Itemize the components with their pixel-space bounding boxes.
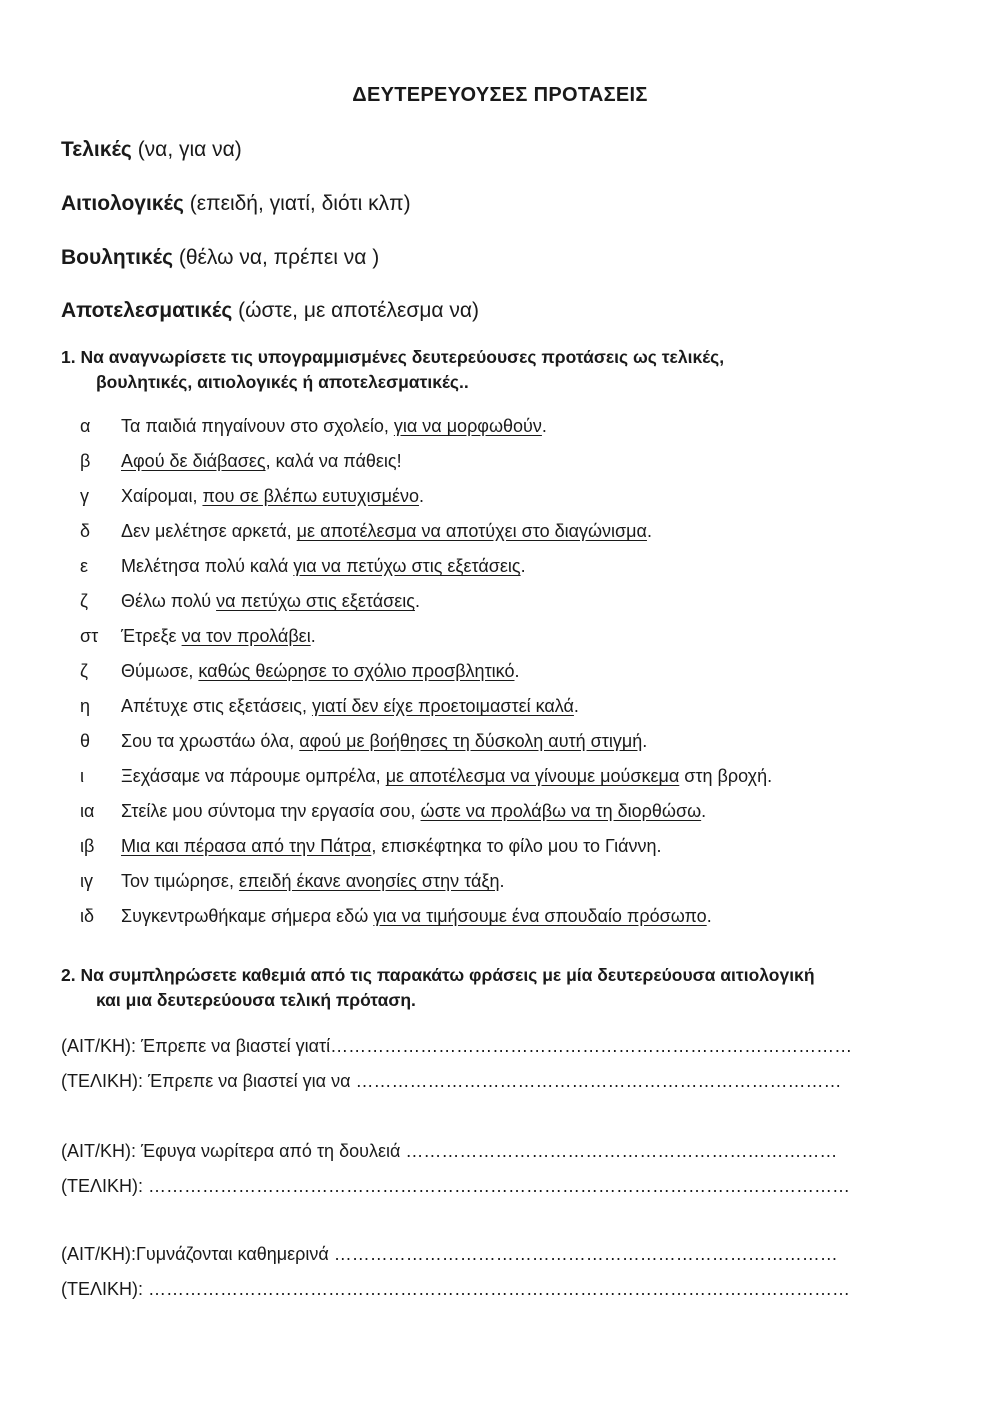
item-label: ια bbox=[80, 801, 95, 821]
underlined-clause: γιατί δεν είχε προετοιμαστεί καλά bbox=[311, 696, 574, 716]
sentence-main-part: Έτρεξε bbox=[121, 626, 182, 646]
item-label: ζ bbox=[80, 661, 88, 681]
item-label: ιγ bbox=[80, 871, 93, 891]
item-sentence bbox=[121, 801, 706, 822]
fill-line-2[interactable]: (ΤΕΛΙΚΗ): Έπρεπε να βιαστεί για να ……………………………………………………………………… bbox=[61, 1071, 842, 1091]
item-sentence bbox=[121, 906, 712, 927]
underlined-clause: καθώς θεώρησε το σχόλιο προσβλητικό bbox=[198, 661, 515, 681]
sentence-ending: . bbox=[514, 661, 520, 681]
item-sentence bbox=[121, 836, 662, 857]
sentence-main-part: Στείλε μου σύντομα την εργασία σου, bbox=[121, 801, 421, 821]
item-sentence bbox=[121, 521, 652, 542]
item-sentence bbox=[121, 696, 579, 717]
underlined-clause: για να τιμήσουμε ένα σπουδαίο πρόσωπο bbox=[373, 906, 707, 926]
sentence-ending: . bbox=[701, 801, 707, 821]
sentence-main-part: Μελέτησα πολύ καλά bbox=[121, 556, 294, 576]
item-sentence bbox=[121, 556, 526, 577]
category-causal bbox=[61, 192, 411, 216]
sentence-ending: . bbox=[706, 906, 712, 926]
sentence-main-part: Ξεχάσαμε να πάρουμε ομπρέλα, bbox=[121, 766, 386, 786]
sentence-main-part: Δεν μελέτησε αρκετά, bbox=[121, 521, 297, 541]
underlined-clause: να πετύχω στις εξετάσεις bbox=[216, 591, 415, 611]
category-examples: (ώστε, με αποτέλεσμα να) bbox=[232, 299, 480, 322]
category-name: Τελικές bbox=[61, 138, 132, 161]
exercise-2-heading bbox=[61, 963, 815, 1013]
sentence-main-part: Τον τιμώρησε, bbox=[121, 871, 239, 891]
sentence-ending: στη βροχή. bbox=[679, 766, 773, 786]
item-label: δ bbox=[80, 521, 91, 541]
category-name: Βουλητικές bbox=[61, 246, 174, 269]
item-sentence bbox=[121, 486, 424, 507]
sentence-ending: , επισκέφτηκα το φίλο μου το Γιάννη. bbox=[371, 836, 662, 856]
fill-line-6[interactable]: (ΤΕΛΙΚΗ): ……………………………………………………………………………………………………… bbox=[61, 1279, 851, 1299]
page-title: ΔΕΥΤΕΡΕΥΟΥΣΕΣ ΠΡΟΤΑΣΕΙΣ bbox=[352, 84, 648, 106]
underlined-clause: Αφού δε διάβασες bbox=[121, 451, 266, 471]
sentence-ending: . bbox=[310, 626, 316, 646]
sentence-ending: . bbox=[499, 871, 505, 891]
sentence-ending: . bbox=[414, 591, 420, 611]
category-examples: (επειδή, γιατί, διότι κλπ) bbox=[183, 192, 411, 215]
sentence-ending: . bbox=[573, 696, 579, 716]
exercise-2-heading-line1: 2. Να συμπληρώσετε καθεμιά από τις παρακάτω φράσεις με μία δευτερεύουσα αιτιολογική bbox=[61, 965, 815, 985]
sentence-main-part: Θύμωσε, bbox=[121, 661, 199, 681]
item-label: ιβ bbox=[80, 836, 95, 856]
underlined-clause: για να πετύχω στις εξετάσεις bbox=[293, 556, 521, 576]
item-label: ι bbox=[80, 766, 84, 786]
item-sentence bbox=[121, 731, 647, 752]
sentence-ending: . bbox=[646, 521, 652, 541]
underlined-clause: με αποτέλεσμα να αποτύχει στο διαγώνισμα bbox=[296, 521, 647, 541]
underlined-clause: επειδή έκανε ανοησίες στην τάξη bbox=[238, 871, 500, 891]
underlined-clause: ώστε να προλάβω να τη διορθώσω bbox=[420, 801, 702, 821]
underlined-clause: για να μορφωθούν bbox=[393, 416, 542, 436]
item-sentence bbox=[121, 766, 772, 787]
fill-line-1[interactable]: (ΑΙΤ/ΚΗ): Έπρεπε να βιαστεί γιατί…………………………………………………………………………… bbox=[61, 1036, 853, 1056]
item-label: ζ bbox=[80, 591, 88, 611]
sentence-ending: . bbox=[419, 486, 425, 506]
exercise-1-heading-line2: βουλητικές, αιτιολογικές ή αποτελεσματικές.. bbox=[96, 372, 469, 392]
category-final bbox=[61, 138, 242, 162]
item-label: β bbox=[80, 451, 91, 471]
item-label: ιδ bbox=[80, 906, 95, 926]
item-sentence bbox=[121, 626, 316, 647]
category-examples: (θέλω να, πρέπει να ) bbox=[173, 246, 380, 269]
underlined-clause: αφού με βοήθησες τη δύσκολη αυτή στιγμή bbox=[299, 731, 643, 751]
item-sentence bbox=[121, 451, 402, 472]
item-label: α bbox=[80, 416, 91, 436]
item-label: ε bbox=[80, 556, 89, 576]
item-sentence bbox=[121, 871, 505, 892]
sentence-ending: , καλά να πάθεις! bbox=[265, 451, 402, 471]
item-sentence bbox=[121, 416, 547, 437]
item-label: η bbox=[80, 696, 91, 716]
exercise-2-heading-line2: και μια δευτερεύουσα τελική πρόταση. bbox=[96, 990, 416, 1010]
sentence-ending: . bbox=[541, 416, 547, 436]
underlined-clause: που σε βλέπω ευτυχισμένο bbox=[202, 486, 419, 506]
item-label: στ bbox=[80, 626, 99, 646]
category-volitional bbox=[61, 246, 379, 270]
underlined-clause: Μια και πέρασα από την Πάτρα bbox=[121, 836, 372, 856]
sentence-ending: . bbox=[642, 731, 648, 751]
sentence-main-part: Τα παιδιά πηγαίνουν στο σχολείο, bbox=[121, 416, 394, 436]
item-sentence bbox=[121, 591, 420, 612]
category-examples: (να, για να) bbox=[131, 138, 242, 161]
fill-line-3[interactable]: (ΑΙΤ/ΚΗ): Έφυγα νωρίτερα από τη δουλειά ……………………………………………………………… bbox=[61, 1141, 838, 1161]
exercise-1-heading-line1: 1. Να αναγνωρίσετε τις υπογραμμισμένες δευτερεύουσες προτάσεις ως τελικές, bbox=[61, 347, 725, 367]
exercise-1-heading bbox=[61, 345, 724, 395]
sentence-main-part: Απέτυχε στις εξετάσεις, bbox=[121, 696, 312, 716]
category-name: Αποτελεσματικές bbox=[61, 299, 233, 322]
fill-line-5[interactable]: (ΑΙΤ/ΚΗ):Γυμνάζονται καθημερινά ………………………………………………………………………… bbox=[61, 1244, 838, 1264]
category-consecutive bbox=[61, 299, 479, 323]
item-label: θ bbox=[80, 731, 91, 751]
sentence-main-part: Χαίρομαι, bbox=[121, 486, 203, 506]
sentence-main-part: Σου τα χρωστάω όλα, bbox=[121, 731, 300, 751]
item-sentence bbox=[121, 661, 520, 682]
sentence-main-part: Θέλω πολύ bbox=[121, 591, 217, 611]
category-name: Αιτιολογικές bbox=[61, 192, 184, 215]
underlined-clause: να τον προλάβει bbox=[181, 626, 311, 646]
fill-line-4[interactable]: (ΤΕΛΙΚΗ): ……………………………………………………………………………………………………… bbox=[61, 1176, 851, 1196]
sentence-ending: . bbox=[520, 556, 526, 576]
underlined-clause: με αποτέλεσμα να γίνουμε μούσκεμα bbox=[385, 766, 680, 786]
item-label: γ bbox=[80, 486, 89, 506]
sentence-main-part: Συγκεντρωθήκαμε σήμερα εδώ bbox=[121, 906, 374, 926]
